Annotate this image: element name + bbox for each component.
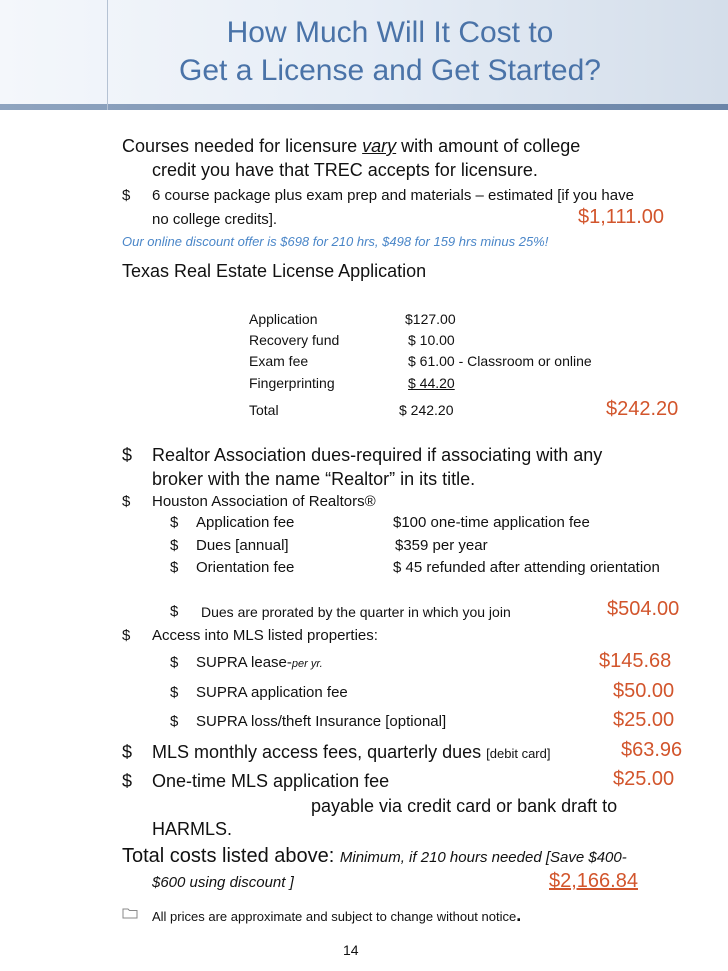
app-row-amount: $ 10.00 [408, 332, 455, 348]
courses-text-a: Courses needed for licensure [122, 136, 363, 156]
realtor-line-1: Realtor Association dues-required if associating with any [152, 445, 603, 465]
supra-lease-price: $145.68 [599, 650, 672, 672]
mls-monthly-price: $63.96 [621, 739, 683, 761]
app-total-amount: $ 242.20 [399, 402, 454, 418]
footnote-period: . [516, 905, 522, 925]
prorated-price: $504.00 [607, 598, 680, 620]
courses-text-c: with amount of college [396, 136, 581, 156]
app-row-amount-note [408, 353, 592, 369]
package-line-2: no college credits]. [152, 211, 278, 228]
supra-app-label: SUPRA application fee [196, 684, 348, 701]
mls-monthly-label: MLS monthly access fees, quarterly dues [152, 742, 487, 762]
supra-loss-price: $25.00 [613, 709, 675, 731]
bullet-dollar: $ [170, 537, 179, 554]
title-divider [0, 104, 728, 110]
app-total-label: Total [249, 402, 279, 418]
total-label: Total costs listed above: [122, 845, 340, 867]
realtor-line-2: broker with the name “Realtor” in its title. [152, 469, 476, 489]
bullet-dollar: $ [170, 514, 179, 531]
bullet-dollar: $ [170, 684, 179, 701]
bullet-dollar: $ [170, 713, 179, 730]
mls-payable-note: payable via credit card or bank draft to [311, 796, 618, 816]
mls-onetime-price: $25.00 [613, 768, 675, 790]
bullet-dollar: $ [170, 559, 179, 576]
app-row-label: Recovery fund [249, 332, 340, 348]
title-line-1: How Much Will It Cost to [226, 16, 554, 49]
mls-access-heading: Access into MLS listed properties: [152, 627, 378, 644]
application-heading: Texas Real Estate License Application [122, 261, 427, 281]
supra-loss-label: SUPRA loss/theft Insurance [optional] [196, 713, 447, 730]
total-note-2: $600 using discount ] [152, 874, 294, 891]
total-price: $2,166.84 [549, 870, 638, 892]
mls-onetime-label: One-time MLS application fee [152, 771, 390, 791]
mls-monthly-method: [debit card] [486, 746, 551, 761]
app-total-price: $242.20 [606, 398, 679, 420]
app-row-amount: $ 61.00 [408, 353, 455, 369]
bullet-dollar: $ [122, 493, 131, 510]
package-price: $1,111.00 [578, 206, 665, 228]
bullet-dollar: $ [122, 627, 131, 644]
discount-link[interactable]: Our online discount offer is $698 for 210 hrs, $498 for 159 hrs minus 25%! [122, 234, 549, 249]
har-row-label: Orientation fee [196, 559, 295, 576]
supra-app-price: $50.00 [613, 680, 675, 702]
total-line [122, 845, 627, 868]
har-row-label: Dues [annual] [196, 537, 289, 554]
slide-title [110, 14, 670, 90]
supra-lease-label: SUPRA lease- [196, 654, 292, 671]
title-line-2: Get a License and Get Started? [179, 54, 601, 87]
package-line-1: 6 course package plus exam prep and materials – estimated [if you have [152, 187, 634, 204]
bullet-dollar: $ [122, 445, 133, 465]
har-row-detail: $ 45 refunded after attending orientation [393, 559, 660, 576]
courses-vary: vary [362, 136, 397, 156]
bullet-dollar: $ [122, 742, 133, 762]
har-heading: Houston Association of Realtors® [152, 493, 376, 510]
total-note-1: Minimum, if 210 hours needed [Save $400- [339, 849, 627, 866]
footnote [152, 905, 521, 926]
bullet-dollar: $ [170, 654, 179, 671]
app-row-label: Exam fee [249, 353, 309, 369]
app-row-label: Fingerprinting [249, 375, 335, 391]
bullet-dollar: $ [122, 771, 133, 791]
page-number: 14 [343, 942, 359, 958]
folder-icon [122, 907, 138, 919]
bullet-dollar: $ [170, 603, 179, 620]
harmls-label: HARMLS. [152, 819, 233, 839]
prorated-note: Dues are prorated by the quarter in which you join [201, 604, 511, 620]
bullet-dollar: $ [122, 187, 131, 204]
courses-line-1 [122, 136, 580, 157]
har-row-label: Application fee [196, 514, 295, 531]
supra-lease-line [196, 654, 323, 671]
har-row-detail: $100 one-time application fee [393, 514, 590, 531]
supra-lease-period: per yr. [291, 658, 323, 670]
mls-monthly-line [152, 742, 550, 763]
app-row-amount: $ 44.20 [408, 375, 455, 391]
left-rule [107, 0, 108, 110]
app-row-note: - Classroom or online [454, 353, 592, 369]
app-row-amount: $127.00 [405, 311, 456, 327]
har-row-detail: $359 per year [395, 537, 488, 554]
app-row-label: Application [249, 311, 318, 327]
footnote-text: All prices are approximate and subject to change without notice [152, 909, 517, 924]
courses-line-2: credit you have that TREC accepts for licensure. [152, 160, 538, 180]
